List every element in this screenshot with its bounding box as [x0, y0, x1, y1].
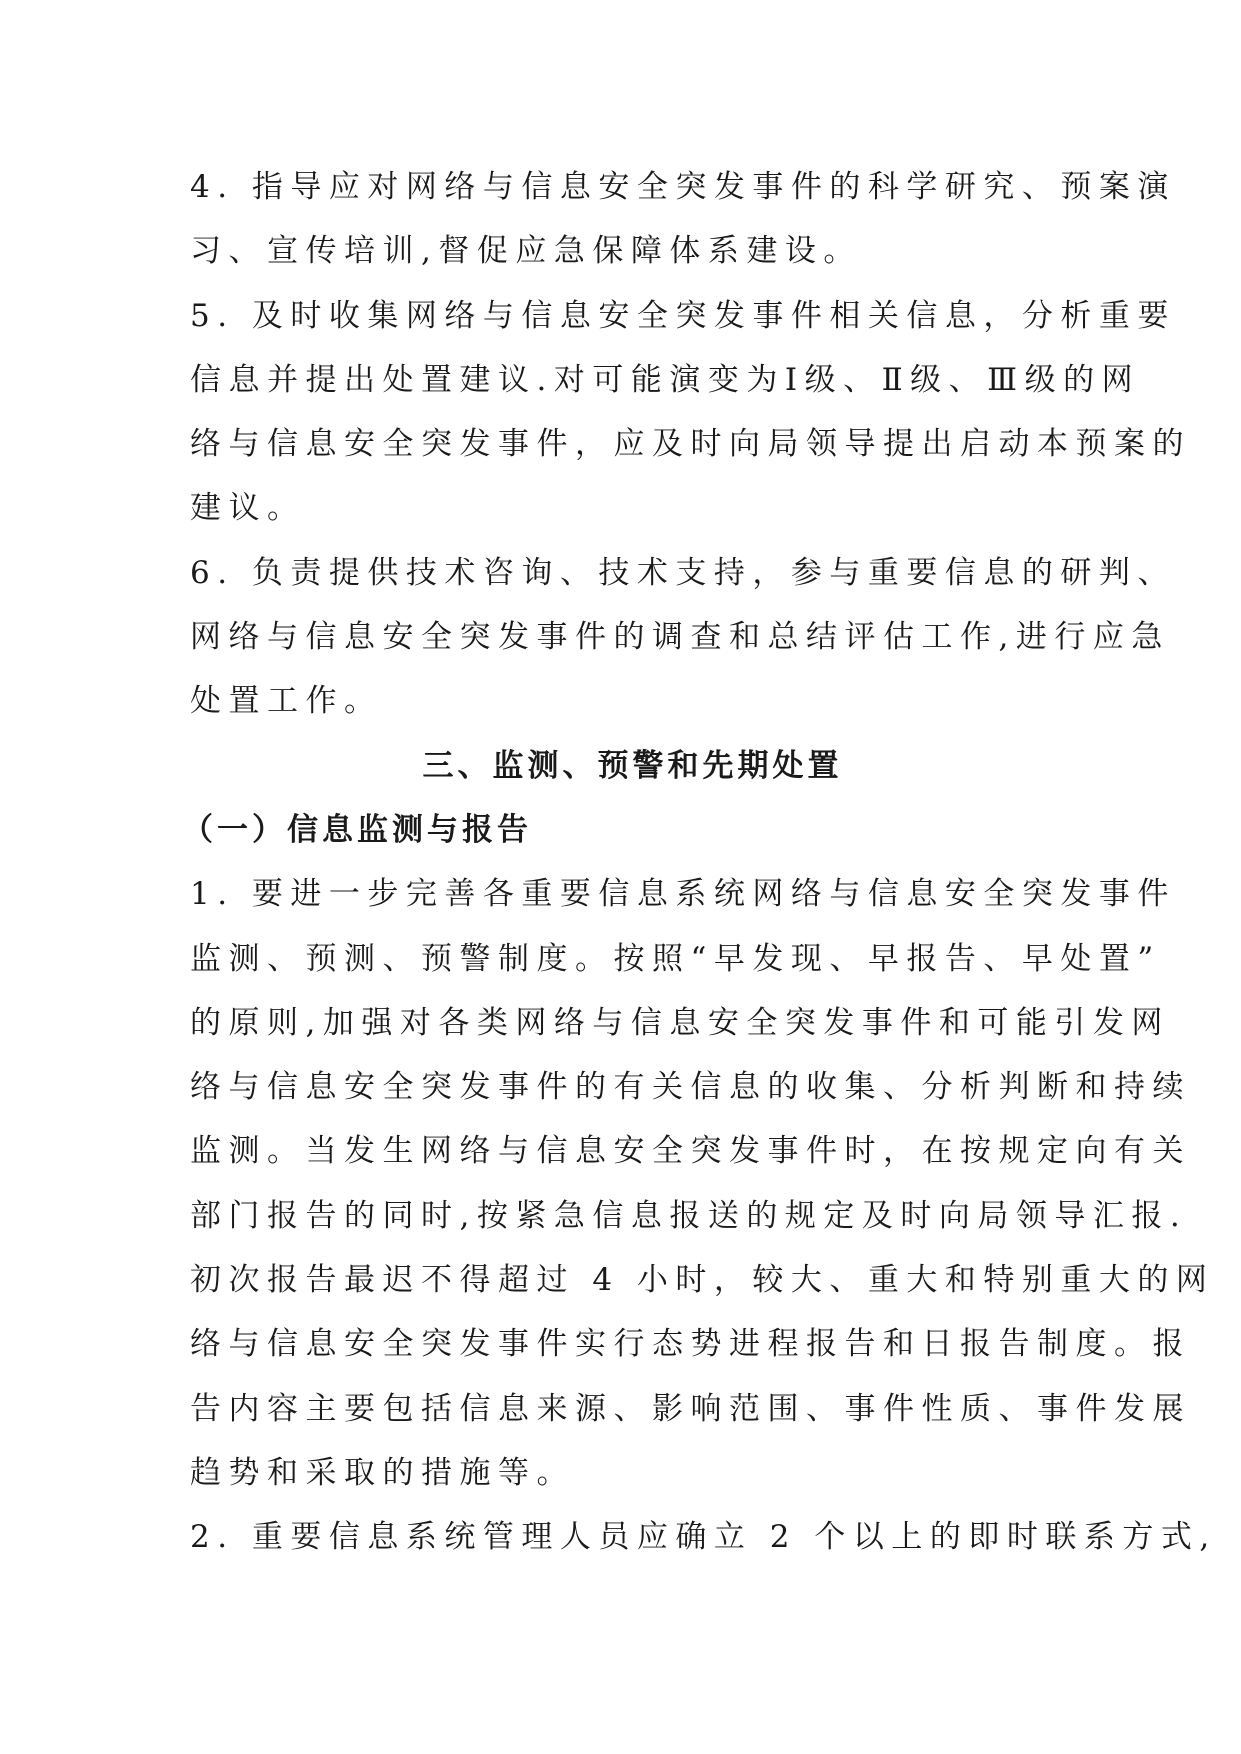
- paragraph-line: 初次报告最迟不得超过 4 小时，较大、重大和特别重大的网: [190, 1262, 1215, 1299]
- paragraph-line: 络与信息安全突发事件实行态势进程报告和日报告制度。报: [190, 1326, 1191, 1363]
- paragraph-line: 监测、预测、预警制度。按照“早发现、早报告、早处置”: [190, 940, 1161, 977]
- paragraph-line: 的原则,加强对各类网络与信息安全突发事件和可能引发网: [190, 1004, 1170, 1041]
- paragraph-line: 5. 及时收集网络与信息安全突发事件相关信息，分析重要: [190, 297, 1176, 334]
- paragraph-line: 4. 指导应对网络与信息安全突发事件的科学研究、预案演: [190, 169, 1176, 205]
- section-heading: 三、监测、预警和先期处置: [422, 747, 843, 784]
- paragraph-line: 络与信息安全突发事件的有关信息的收集、分析判断和持续: [190, 1069, 1191, 1106]
- paragraph-line: 1. 要进一步完善各重要信息系统网络与信息安全突发事件: [190, 876, 1176, 913]
- paragraph-line: 趋势和采取的措施等。: [190, 1454, 575, 1491]
- paragraph-line: 信息并提出处置建议.对可能演变为Ⅰ级、Ⅱ级、Ⅲ级的网: [190, 361, 1141, 398]
- paragraph-line: 处置工作。: [190, 683, 383, 720]
- paragraph-line: 监测。当发生网络与信息安全突发事件时，在按规定向有关: [190, 1133, 1191, 1170]
- subsection-heading: （一）信息监测与报告: [182, 811, 532, 848]
- paragraph-line: 网络与信息安全突发事件的调查和总结评估工作,进行应急: [190, 619, 1170, 656]
- paragraph-line: 6. 负责提供技术咨询、技术支持，参与重要信息的研判、: [190, 554, 1176, 591]
- paragraph-line: 2. 重要信息系统管理人员应确立 2 个以上的即时联系方式,: [190, 1519, 1217, 1556]
- paragraph-line: 络与信息安全突发事件，应及时向局领导提出启动本预案的: [190, 426, 1191, 463]
- document-page: [182, 155, 1217, 1570]
- paragraph-line: 部门报告的同时,按紧急信息报送的规定及时向局领导汇报.: [190, 1197, 1188, 1234]
- paragraph-line: 建议。: [190, 490, 306, 527]
- paragraph-line: 告内容主要包括信息来源、影响范围、事件性质、事件发展: [190, 1390, 1191, 1427]
- paragraph-line: 习、宣传培训,督促应急保障体系建设。: [190, 233, 862, 270]
